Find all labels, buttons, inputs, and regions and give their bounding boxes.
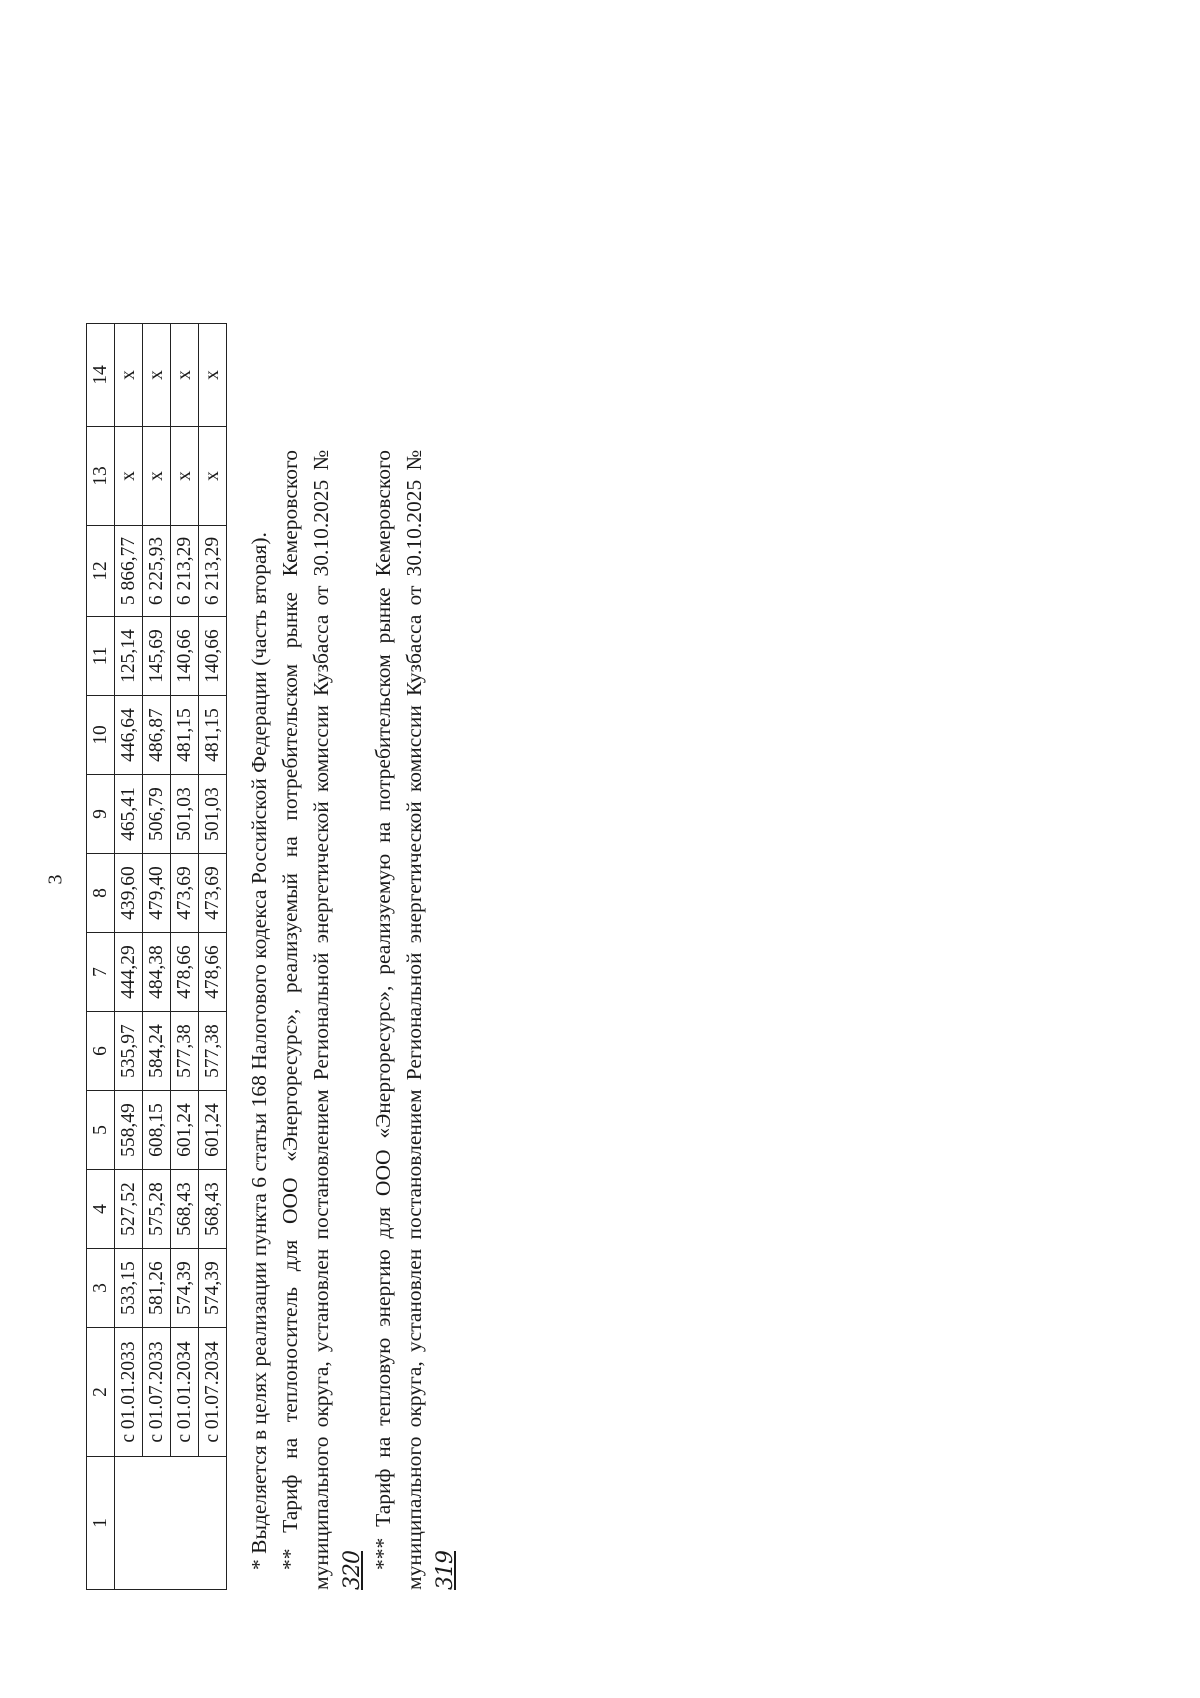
table-cell: 501,03 [199,775,227,854]
table-cell: 439,60 [115,854,143,933]
table-cell: 577,38 [171,1012,199,1091]
column-header: 7 [87,933,115,1012]
table-cell: 465,41 [115,775,143,854]
table-cell: 6 213,29 [199,526,227,617]
table-cell: 444,29 [115,933,143,1012]
table-cell: 478,66 [199,933,227,1012]
table-cell: 481,15 [171,696,199,775]
table-row [171,324,199,1590]
table-cell: 568,43 [199,1170,227,1249]
column-header: 4 [87,1170,115,1249]
table-cell: х [115,427,143,526]
table-cell: 577,38 [199,1012,227,1091]
table-cell: х [143,324,171,427]
table-cell: 140,66 [171,617,199,696]
table-cell: х [115,324,143,427]
table-cell: 568,43 [171,1170,199,1249]
handwritten-number-319: 319 [433,1551,458,1590]
table-cell: 581,26 [143,1249,171,1328]
footnote-vat: * Выделяется в целях реализации пункта 6 статьи 168 Налогового кодекса Российской Федерации (часть вторая). [247,532,271,1570]
column-header: 12 [87,526,115,617]
table-cell: 535,97 [115,1012,143,1091]
table-cell: 601,24 [199,1091,227,1170]
table-cell: с 01.07.2033 [143,1328,171,1457]
table-cell: 506,79 [143,775,171,854]
footnote-heat-energy-line2: муниципального округа, установлен постановлением Региональной энергетической комиссии Кузбасса от 30.10.2025 № 319 [402,450,458,1590]
table-cell: с 01.01.2033 [115,1328,143,1457]
table-cell: 125,14 [115,617,143,696]
column-header: 6 [87,1012,115,1091]
column-header: 8 [87,854,115,933]
table-cell: 473,69 [199,854,227,933]
column-header: 10 [87,696,115,775]
table-cell: 6 213,29 [171,526,199,617]
table-cell: 140,66 [199,617,227,696]
table-cell: х [143,427,171,526]
table-cell: 446,64 [115,696,143,775]
table-cell: с 01.01.2034 [171,1328,199,1457]
table-cell: х [199,324,227,427]
handwritten-number-320: 320 [340,1551,365,1590]
footnote-heat-carrier-line2: муниципального округа, установлен постановлением Региональной энергетической комиссии Кузбасса от 30.10.2025 № 320 [309,450,365,1590]
table-cell: 479,40 [143,854,171,933]
column-header: 3 [87,1249,115,1328]
table-cell: 473,69 [171,854,199,933]
footnote-heat-energy-line1: *** Тариф на тепловую энергию для ООО «Энергоресурс», реализуемую на потребительском рынке Кемеровского [371,450,395,1570]
table-cell: 558,49 [115,1091,143,1170]
table-header-row [87,324,115,1590]
footnote-heat-carrier-line1: ** Тариф на теплоноситель для ООО «Энергоресурс», реализуемый на потребительском рынке Кемеровского [278,450,302,1570]
column-header: 1 [87,1457,115,1590]
table-cell: 575,28 [143,1170,171,1249]
table-cell: 574,39 [171,1249,199,1328]
page-number: 3 [44,874,67,885]
table-cell: х [171,324,199,427]
table-cell: 478,66 [171,933,199,1012]
table-cell: 5 866,77 [115,526,143,617]
table-cell: 481,15 [199,696,227,775]
table-cell: 533,15 [115,1249,143,1328]
column-header: 11 [87,617,115,696]
table-cell: х [171,427,199,526]
rotated-content [68,50,1128,1610]
tariff-table [86,323,227,1590]
table-cell: 601,24 [171,1091,199,1170]
table-cell: 574,39 [199,1249,227,1328]
column-header: 9 [87,775,115,854]
footnotes [244,450,461,1590]
table-cell: х [199,427,227,526]
table-cell: 145,69 [143,617,171,696]
table-cell: с 01.07.2034 [199,1328,227,1457]
table-row [115,324,143,1590]
column-header: 13 [87,427,115,526]
table-cell: 501,03 [171,775,199,854]
table-row [143,324,171,1590]
table-cell: 608,15 [143,1091,171,1170]
table-row [199,324,227,1590]
table-cell: 484,38 [143,933,171,1012]
table-cell [115,1457,227,1590]
table-cell: 6 225,93 [143,526,171,617]
column-header: 5 [87,1091,115,1170]
column-header: 2 [87,1328,115,1457]
table-cell: 527,52 [115,1170,143,1249]
table-cell: 486,87 [143,696,171,775]
table-cell: 584,24 [143,1012,171,1091]
column-header: 14 [87,324,115,427]
